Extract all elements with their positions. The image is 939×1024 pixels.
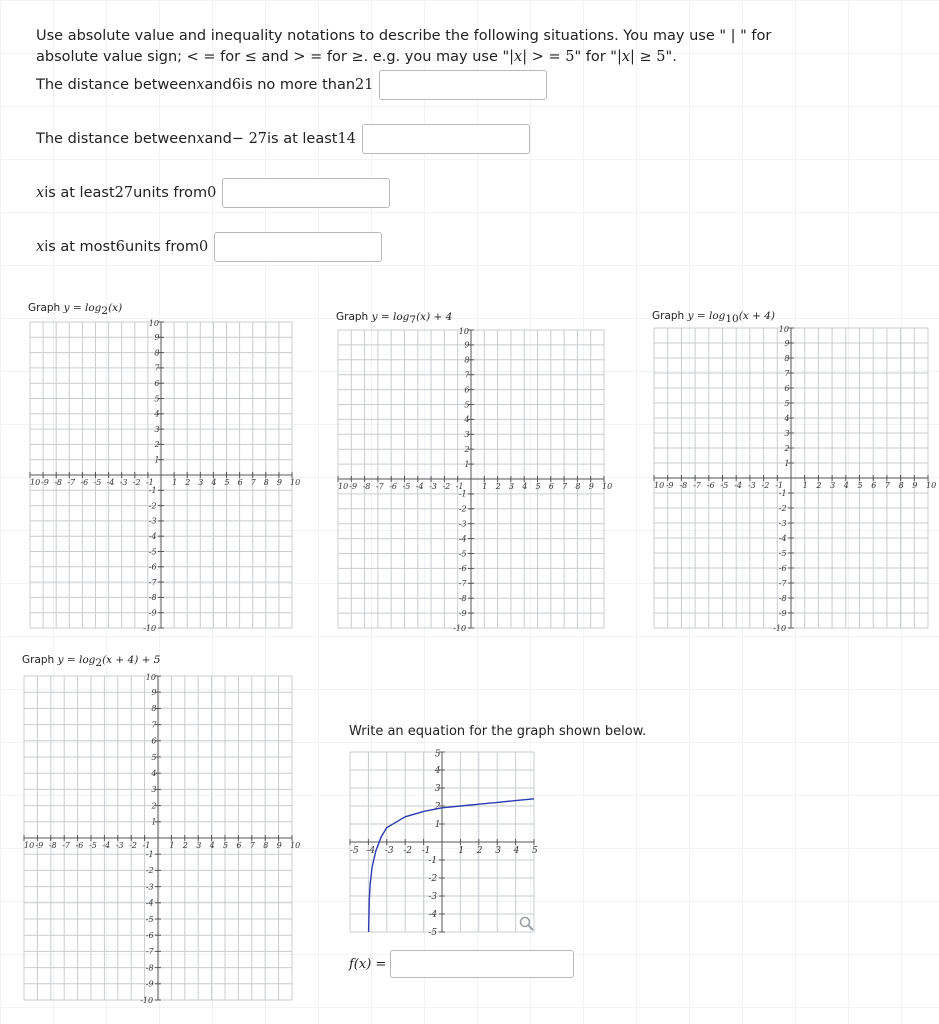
x-tick-label: -9 [665,481,674,490]
graph-title-4: Graph $y = \log_2(x + 4) + 5$ [22,654,161,670]
x-tick-label: -1 [775,481,784,490]
x-tick-label: -5 [402,482,411,491]
y-tick-label: -4 [428,910,438,921]
x-tick-label: -3 [429,482,437,491]
x-tick-label: 10 [24,841,35,850]
question-1: The distance between x and 6 is no more than 21 [36,68,547,102]
y-tick-label: -3 [458,519,467,529]
x-tick-label: 10 [926,481,937,490]
x-tick-label: -3 [115,841,124,850]
x-tick-label: -5 [89,841,97,850]
y-tick-label: 4 [434,766,441,777]
y-tick-label: -2 [148,501,157,511]
x-tick-label: 6 [236,841,242,850]
question-4: x is at most 6 units from 0 [36,230,382,264]
x-tick-label: -8 [48,841,57,850]
y-tick-label: 5 [784,398,790,408]
y-tick-label: 2 [151,801,157,811]
y-tick-label: -3 [145,882,154,892]
y-tick-label: 5 [154,394,160,404]
x-tick-label: -3 [119,478,128,487]
function-curve [369,799,534,932]
y-tick-label: 8 [784,353,790,363]
x-tick-label: 5 [535,482,541,491]
x-tick-label: 6 [548,482,554,491]
y-tick-label: -4 [778,533,787,543]
y-tick-label: -8 [145,963,154,973]
small-graph [350,749,538,939]
x-tick-label: -2 [132,478,141,487]
y-tick-label: 8 [154,348,160,358]
y-tick-label: 6 [464,385,470,395]
x-tick-label: 9 [276,841,282,850]
x-tick-label: -7 [62,841,70,850]
x-tick-label: 3 [196,841,202,850]
x-tick-label: 3 [508,482,514,491]
x-tick-label: 8 [575,482,581,491]
x-tick-label: -2 [403,846,412,856]
y-tick-label: 7 [464,370,470,380]
y-tick-label: 4 [151,769,157,778]
instructions: Use absolute value and inequality notations to describe the following situations. You may use " | " for absolute value sign; < = for ≤ and > = for ≥. e.g. you may use "|x| > = 5" for "|x| ≥ 5". [36,28,772,65]
x-tick-label: 4 [843,481,849,490]
x-tick-label: 4 [209,841,215,850]
magnify-icon[interactable] [519,916,535,932]
x-tick-label: 10 [602,482,613,491]
x-tick-label: 8 [263,478,269,487]
x-tick-label: 2 [495,482,501,491]
y-tick-label: 5 [464,400,470,410]
y-tick-label: 4 [464,415,470,425]
y-tick-label: -1 [148,486,157,496]
x-tick-label: -6 [80,478,89,487]
y-tick-label: 7 [784,368,790,378]
x-tick-label: 1 [458,846,465,856]
x-tick-label: -4 [106,478,115,487]
y-tick-label: -6 [778,563,787,573]
y-tick-label: -5 [778,548,787,558]
y-tick-label: 8 [464,355,470,365]
x-tick-label: -8 [362,482,371,491]
instructions-text: Use absolute value and inequality notations to describe the following situations. You may use " | " for absolute value sign; < = [36,28,772,65]
x-tick-label: 2 [185,478,191,487]
y-tick-label: 3 [151,785,157,795]
x-tick-label: 9 [276,478,282,487]
x-tick-label: -9 [35,841,44,850]
graph-title-1: Graph $y = \log_2(x)$ [28,302,123,318]
x-tick-label: 7 [249,841,255,850]
x-tick-label: 5 [532,846,538,856]
y-tick-label: -9 [148,608,157,618]
x-tick-label: -5 [93,478,102,487]
y-tick-label: -8 [778,593,787,603]
y-tick-label: -1 [428,856,438,867]
y-tick-label: -5 [428,928,438,939]
x-tick-label: -1 [145,478,154,487]
x-tick-label: -9 [41,478,49,487]
y-tick-label: 9 [151,688,157,697]
y-tick-label: 8 [151,704,157,714]
x-tick-label: 4 [522,482,528,491]
y-tick-label: 7 [151,720,157,730]
x-tick-label: 9 [588,482,594,491]
x-tick-label: -7 [693,481,701,490]
x-tick-label: -7 [67,478,76,487]
y-tick-label: 3 [154,424,160,434]
x-tick-label: -9 [349,482,358,491]
x-tick-label: 1 [482,482,488,491]
x-tick-label: 8 [898,481,904,490]
x-tick-label: 2 [816,481,822,490]
x-tick-label: 5 [224,478,230,487]
graph-title-3: Graph $y = \log_{10}(x + 4)$ [652,310,776,326]
x-tick-label: -1 [421,846,431,856]
y-tick-label: -9 [458,608,467,618]
x-tick-label: -2 [442,482,451,491]
x-tick-label: 5 [223,841,229,850]
question-3: x is at least 27 units from 0 [36,176,390,210]
x-tick-label: 10 [290,841,301,850]
answer-input-2[interactable] [362,124,530,154]
y-tick-label: -7 [778,578,787,588]
x-tick-label: -1 [455,482,464,491]
answer-row [349,950,574,978]
x-tick-label: 1 [172,478,178,487]
y-tick-label: 1 [151,817,157,827]
y-tick-label: 7 [154,363,160,373]
y-tick-label: -2 [778,503,787,513]
y-tick-label: 2 [464,445,470,454]
x-tick-label: 4 [211,478,217,487]
y-tick-label: 4 [784,413,790,423]
y-tick-label: -10 [773,623,787,633]
y-tick-label: 2 [154,440,160,450]
y-tick-label: 10 [778,325,789,334]
y-tick-label: 4 [154,409,160,419]
x-tick-label: 2 [476,846,483,856]
x-tick-label: -8 [679,481,688,490]
x-tick-label: 4 [513,846,520,856]
x-tick-label: 3 [830,481,836,490]
equation-prompt: Write an equation for the graph shown below. [349,724,647,739]
x-tick-label: 1 [802,481,808,490]
y-tick-label: -1 [145,850,154,859]
y-tick-label: -3 [778,518,787,528]
x-tick-label: -3 [747,481,756,490]
x-tick-label: 3 [198,478,204,487]
y-tick-label: -5 [145,914,154,924]
x-tick-label: -6 [75,841,84,850]
x-tick-label: 6 [871,481,877,490]
x-tick-label: -5 [720,481,729,490]
x-tick-label: -2 [129,841,137,850]
x-tick-label: -1 [142,841,151,850]
y-tick-label: -8 [148,593,157,603]
y-tick-label: 5 [434,749,441,760]
question-2: The distance between x and − 27 is at least 14 [36,122,530,156]
y-tick-label: 1 [784,458,790,468]
y-tick-label: -7 [148,577,157,587]
y-tick-label: -6 [145,931,154,940]
x-tick-label: 1 [169,841,175,850]
y-tick-label: -2 [458,504,467,514]
x-tick-label: -5 [350,846,359,856]
y-tick-label: 1 [434,820,441,831]
x-tick-label: -3 [384,846,394,856]
y-tick-label: -9 [778,608,787,618]
y-tick-label: 10 [458,327,469,336]
x-tick-label: -4 [734,481,742,490]
y-tick-label: 3 [464,430,470,440]
x-tick-label: 9 [912,481,918,490]
answer-input-3[interactable] [222,178,390,208]
x-tick-label: -8 [54,478,62,487]
y-tick-label: 1 [154,455,160,465]
function-answer-input[interactable] [390,950,574,978]
y-tick-label: -5 [148,547,157,557]
x-tick-label: 5 [857,481,863,490]
y-tick-label: 2 [784,443,790,453]
x-tick-label: -6 [706,481,715,490]
x-tick-label: 2 [182,841,188,850]
x-tick-label: -7 [375,482,384,491]
y-tick-label: 9 [154,333,160,343]
y-tick-label: -9 [145,979,154,989]
x-tick-label: 7 [562,482,568,491]
y-tick-label: -10 [140,995,154,1005]
y-tick-label: -3 [148,516,157,526]
x-tick-label: 7 [884,481,890,490]
x-tick-label: -6 [389,482,397,491]
answer-label: f(x) = [349,956,387,972]
x-tick-label: -4 [366,846,376,856]
x-tick-label: -4 [102,841,111,850]
graph-grid-3[interactable] [654,325,937,633]
y-tick-label: -6 [458,564,467,574]
y-tick-label: -4 [148,532,157,541]
y-tick-label: 5 [151,752,157,762]
x-tick-label: 6 [237,478,243,487]
y-tick-label: 1 [464,459,470,469]
y-tick-label: 3 [784,428,790,438]
y-tick-label: 6 [154,379,160,388]
y-tick-label: -7 [458,579,467,589]
y-tick-label: -7 [145,947,154,957]
y-tick-label: -1 [458,489,467,499]
y-tick-label: -1 [778,488,787,498]
graph-title-2: Graph $y = \log_7(x) + 4$ [336,311,453,327]
y-tick-label: 9 [784,338,790,348]
x-tick-label: 3 [495,846,501,856]
y-tick-label: 9 [464,340,470,350]
y-tick-label: 3 [434,784,441,795]
y-tick-label: -10 [143,623,157,633]
y-tick-label: 6 [151,736,157,746]
y-tick-label: -4 [145,898,154,908]
y-tick-label: -2 [145,866,154,876]
x-tick-label: 8 [263,841,269,850]
y-tick-label: -2 [428,874,438,885]
answer-input-4[interactable] [214,232,382,262]
y-tick-label: -6 [148,562,157,572]
x-tick-label: 7 [250,478,256,487]
y-tick-label: -4 [458,534,467,544]
x-tick-label: -2 [761,481,770,490]
graph-grid-4[interactable] [24,673,301,1005]
y-tick-label: 2 [434,802,441,813]
x-tick-label: 10 [30,478,41,487]
y-tick-label: -5 [458,549,467,559]
answer-input-1[interactable] [379,70,547,100]
y-tick-label: 6 [784,383,790,393]
y-tick-label: -10 [453,623,467,633]
y-tick-label: 10 [145,673,156,682]
graph-grid-2[interactable] [338,327,613,633]
x-tick-label: -4 [415,482,424,491]
x-tick-label: 10 [654,481,665,490]
x-tick-label: 10 [338,482,349,491]
graph-grid-1[interactable] [30,319,301,633]
y-tick-label: 10 [148,319,159,328]
x-tick-label: 10 [290,478,301,487]
y-tick-label: -3 [428,892,438,903]
y-tick-label: -8 [458,594,467,603]
